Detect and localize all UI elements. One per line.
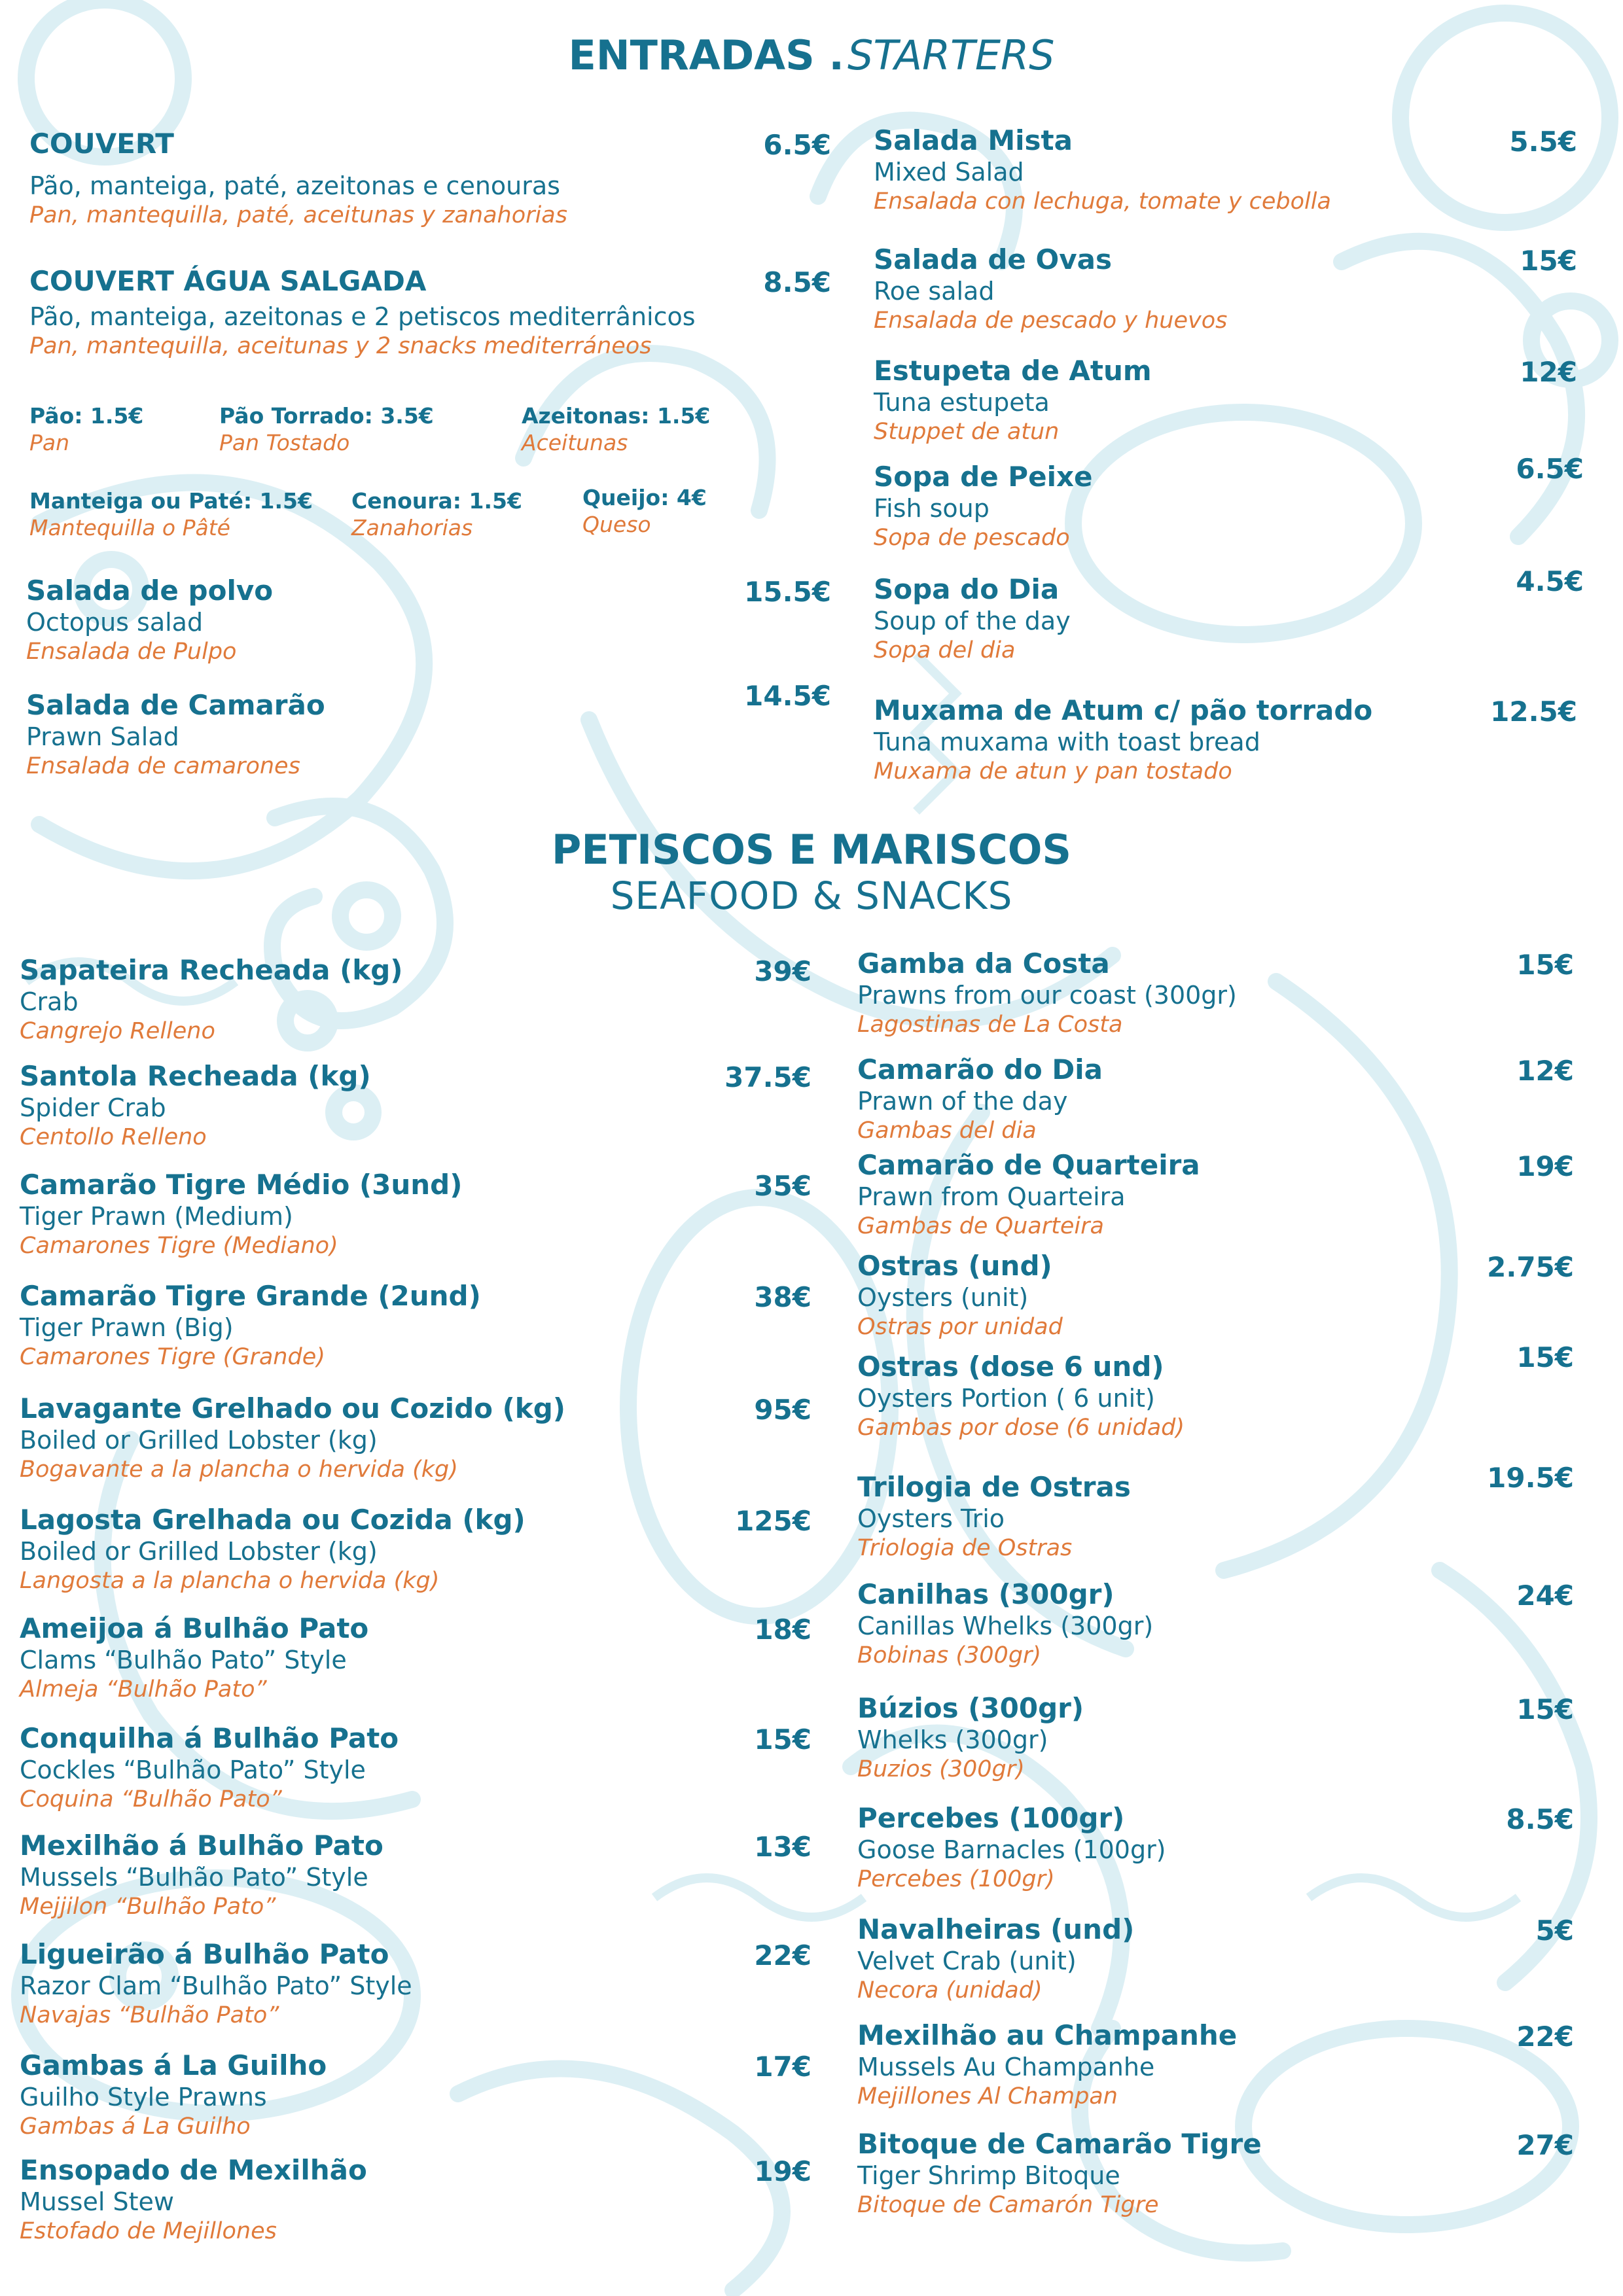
item-price: 12€ (1520, 356, 1577, 388)
item-description: Roe salad (874, 277, 995, 306)
item-description: Fish soup (874, 494, 990, 523)
seafood-title-en: SEAFOOD & SNACKS (610, 874, 1013, 918)
item-description-es: Cangrejo Relleno (20, 1018, 215, 1044)
item-description: Boiled or Grilled Lobster (kg) (20, 1426, 378, 1455)
item-description-es: Estofado de Mejillones (20, 2218, 277, 2244)
item-description-es: Gambas del dia (857, 1118, 1037, 1144)
menu-item (857, 1149, 1574, 1250)
menu-item (20, 954, 812, 1060)
starters-right (874, 124, 1584, 799)
item-description: Mussels Au Champanhe (857, 2053, 1155, 2081)
item-name: Salada Mista (874, 124, 1073, 156)
item-price: 27€ (1516, 2129, 1574, 2161)
item-price: 15€ (754, 1723, 812, 1756)
menu-item (857, 1250, 1574, 1351)
menu-item (20, 1722, 812, 1829)
item-name: Sapateira Recheada (kg) (20, 954, 403, 986)
item-price: 22€ (1516, 2021, 1574, 2053)
item-price: 35€ (754, 1170, 812, 1202)
item-price: 6.5€ (763, 129, 831, 161)
menu-item (26, 680, 831, 794)
item-description: Mussel Stew (20, 2187, 174, 2216)
menu-item (874, 355, 1577, 461)
item-description: Whelks (300gr) (857, 1725, 1048, 1754)
item-description: Tiger Shrimp Bitoque (857, 2161, 1120, 2190)
item-price: 15€ (1516, 1341, 1574, 1373)
item-price: 8.5€ (763, 266, 831, 298)
item-price: 5.5€ (1509, 126, 1577, 158)
item-name: Mexilhão au Champanhe (857, 2019, 1238, 2051)
item-description-es: Bobinas (300gr) (857, 1642, 1042, 1669)
item-name: Salada de polvo (26, 574, 274, 607)
item-description-es: Triologia de Ostras (857, 1535, 1073, 1561)
item-name: COUVERT ÁGUA SALGADA (29, 265, 427, 297)
item-description-es: Lagostinas de La Costa (857, 1012, 1123, 1038)
item-price: 12.5€ (1490, 696, 1577, 728)
menu-item (874, 694, 1577, 799)
menu-item (20, 1280, 812, 1392)
menu-item (29, 265, 831, 383)
item-description-es: Navajas “Bulhão Pato” (20, 2002, 279, 2028)
starters-heading (0, 31, 1623, 79)
menu-item (20, 2154, 812, 2259)
item-name: Gamba da Costa (857, 947, 1110, 980)
menu-item (20, 1169, 812, 1280)
seafood-title-pt: PETISCOS E MARISCOS (551, 826, 1072, 874)
menu-item (20, 1612, 812, 1722)
menu-item (20, 1392, 812, 1504)
extra-name-es: Queso (582, 512, 651, 537)
item-price: 22€ (754, 1939, 812, 1971)
item-name: Canilhas (300gr) (857, 1578, 1115, 1610)
menu-item (26, 574, 831, 689)
item-name: Salada de Camarão (26, 689, 325, 721)
menu-item (20, 1938, 812, 2049)
item-description: Prawn from Quarteira (857, 1182, 1126, 1211)
item-description: Tiger Prawn (Big) (20, 1313, 234, 1342)
item-description-es: Buzios (300gr) (857, 1756, 1025, 1782)
item-name: Camarão Tigre Grande (2und) (20, 1280, 481, 1312)
item-price: 15.5€ (744, 576, 831, 608)
item-price: 15€ (1516, 949, 1574, 981)
item-description: Pão, manteiga, paté, azeitonas e cenouras (29, 171, 560, 200)
item-description: Velvet Crab (unit) (857, 1947, 1077, 1975)
menu-item (857, 2019, 1574, 2128)
extra-name-es: Aceitunas (522, 430, 628, 455)
item-price: 2.75€ (1487, 1251, 1574, 1283)
item-price: 24€ (1516, 1580, 1574, 1612)
item-description-es: Ensalada de camarones (26, 753, 300, 779)
item-description-es: Coquina “Bulhão Pato” (20, 1786, 282, 1812)
extras-grid (29, 402, 815, 553)
item-price: 6.5€ (1516, 453, 1584, 485)
item-description: Guilho Style Prawns (20, 2083, 267, 2111)
item-price: 17€ (754, 2051, 812, 2083)
item-price: 12€ (1516, 1055, 1574, 1087)
item-description: Octopus salad (26, 608, 204, 637)
item-description: Tuna estupeta (874, 388, 1050, 417)
extra-name: Manteiga ou Paté: 1.5€ (29, 488, 313, 514)
starters-title-pt: ENTRADAS . (568, 31, 844, 79)
item-name: Lagosta Grelhada ou Cozida (kg) (20, 1504, 526, 1536)
item-description-es: Gambas á La Guilho (20, 2113, 251, 2140)
item-name: Trilogia de Ostras (857, 1471, 1131, 1503)
seafood-right (857, 947, 1574, 2233)
item-price: 5€ (1535, 1915, 1574, 1947)
item-description-es: Gambas de Quarteira (857, 1213, 1104, 1239)
menu-item (20, 1504, 812, 1612)
menu-item (20, 1829, 812, 1938)
item-description: Cockles “Bulhão Pato” Style (20, 1756, 366, 1784)
item-description-es: Camarones Tigre (Mediano) (20, 1233, 338, 1259)
item-description-es: Camarones Tigre (Grande) (20, 1344, 325, 1370)
item-price: 19€ (1516, 1150, 1574, 1182)
item-description-es: Ensalada con lechuga, tomate y cebolla (874, 188, 1331, 215)
item-description-es: Pan, mantequilla, aceitunas y 2 snacks mediterráneos (29, 333, 652, 359)
menu-item (874, 453, 1584, 573)
item-description: Mussels “Bulhão Pato” Style (20, 1863, 368, 1892)
item-description: Spider Crab (20, 1093, 166, 1122)
item-name: Camarão do Dia (857, 1053, 1103, 1086)
item-name: Camarão de Quarteira (857, 1149, 1200, 1181)
item-description: Boiled or Grilled Lobster (kg) (20, 1537, 378, 1566)
extra-item (219, 402, 434, 456)
item-price: 125€ (735, 1505, 812, 1537)
item-price: 13€ (754, 1831, 812, 1863)
item-name: Ensopado de Mexilhão (20, 2154, 367, 2186)
extra-item (522, 402, 710, 456)
item-name: Sopa de Peixe (874, 461, 1093, 493)
item-description-es: Ensalada de pescado y huevos (874, 308, 1228, 334)
starters-left-bottom (26, 574, 831, 794)
item-description-es: Ensalada de Pulpo (26, 639, 237, 665)
item-price: 14.5€ (744, 680, 831, 712)
extra-name: Pão: 1.5€ (29, 403, 144, 429)
menu-item (857, 1053, 1574, 1149)
starters-title-en: STARTERS (847, 31, 1055, 79)
menu-item (857, 1462, 1574, 1578)
menu-item (857, 1578, 1574, 1692)
item-description: Clams “Bulhão Pato” Style (20, 1646, 347, 1674)
item-price: 18€ (754, 1614, 812, 1646)
extra-name: Cenoura: 1.5€ (351, 488, 522, 514)
item-name: Estupeta de Atum (874, 355, 1152, 387)
menu-item (857, 1802, 1574, 1913)
item-description: Razor Clam “Bulhão Pato” Style (20, 1971, 412, 2000)
item-price: 15€ (1520, 245, 1577, 277)
seafood-heading (0, 826, 1623, 918)
starters-left-top (29, 128, 831, 383)
item-description-es: Necora (unidad) (857, 1977, 1043, 2004)
item-name: Santola Recheada (kg) (20, 1060, 371, 1092)
extra-name-es: Pan (29, 430, 70, 455)
item-description: Goose Barnacles (100gr) (857, 1835, 1166, 1864)
item-description: Mixed Salad (874, 158, 1024, 186)
extra-item (351, 487, 522, 541)
menu-item (857, 2128, 1574, 2233)
menu-item (29, 128, 831, 265)
menu-item (874, 243, 1577, 355)
menu-item (857, 947, 1574, 1053)
item-name: Ligueirão á Bulhão Pato (20, 1938, 389, 1970)
item-name: Mexilhão á Bulhão Pato (20, 1829, 383, 1862)
item-description-es: Sopa de pescado (874, 525, 1070, 551)
item-description-es: Bitoque de Camarón Tigre (857, 2192, 1159, 2218)
extra-item (582, 484, 707, 538)
item-description-es: Mejjilon “Bulhão Pato” (20, 1894, 276, 1920)
item-description: Prawn Salad (26, 722, 179, 751)
item-description-es: Stuppet de atun (874, 419, 1060, 445)
item-description: Prawn of the day (857, 1087, 1068, 1116)
item-description: Oysters (unit) (857, 1283, 1029, 1312)
menu-item (857, 1913, 1574, 2019)
item-price: 38€ (754, 1281, 812, 1313)
item-description-es: Sopa del dia (874, 637, 1016, 663)
item-price: 4.5€ (1516, 565, 1584, 597)
extra-name: Queijo: 4€ (582, 485, 707, 510)
item-description-es: Gambas por dose (6 unidad) (857, 1415, 1185, 1441)
extra-item (29, 487, 313, 541)
item-description: Soup of the day (874, 607, 1071, 635)
item-name: Ostras (dose 6 und) (857, 1351, 1164, 1383)
extra-name: Azeitonas: 1.5€ (522, 403, 711, 429)
item-description: Prawns from our coast (300gr) (857, 981, 1237, 1010)
item-name: Ameijoa á Bulhão Pato (20, 1612, 369, 1644)
menu-item (20, 2049, 812, 2154)
extra-name-es: Mantequilla o Pâté (29, 515, 230, 540)
item-description: Oysters Trio (857, 1504, 1005, 1533)
extra-item (29, 402, 143, 456)
extra-name-es: Zanahorias (351, 515, 473, 540)
item-name: Percebes (100gr) (857, 1802, 1125, 1834)
item-name: Salada de Ovas (874, 243, 1112, 275)
item-description: Tuna muxama with toast bread (874, 728, 1260, 756)
item-description-es: Almeja “Bulhão Pato” (20, 1676, 267, 1703)
item-name: Bitoque de Camarão Tigre (857, 2128, 1262, 2160)
item-description-es: Centollo Relleno (20, 1124, 207, 1150)
item-name: Conquilha á Bulhão Pato (20, 1722, 399, 1754)
item-price: 95€ (754, 1394, 812, 1426)
item-description-es: Pan, mantequilla, paté, aceitunas y zanahorias (29, 202, 567, 228)
item-description-es: Bogavante a la plancha o hervida (kg) (20, 1457, 458, 1483)
item-description-es: Mejillones Al Champan (857, 2083, 1118, 2110)
item-description-es: Muxama de atun y pan tostado (874, 758, 1232, 785)
item-name: Sopa do Dia (874, 573, 1060, 605)
extra-name-es: Pan Tostado (219, 430, 350, 455)
item-description-es: Ostras por unidad (857, 1314, 1063, 1340)
menu-item (857, 1341, 1574, 1471)
item-description: Pão, manteiga, azeitonas e 2 petiscos mediterrânicos (29, 302, 696, 331)
item-name: Gambas á La Guilho (20, 2049, 327, 2081)
item-description: Canillas Whelks (300gr) (857, 1612, 1154, 1640)
item-name: Camarão Tigre Médio (3und) (20, 1169, 463, 1201)
item-price: 39€ (754, 955, 812, 987)
menu-item (874, 565, 1584, 694)
item-description: Tiger Prawn (Medium) (20, 1202, 293, 1231)
menu-item (857, 1692, 1574, 1802)
menu-item (20, 1060, 812, 1169)
menu-item (874, 124, 1577, 243)
item-description: Crab (20, 987, 79, 1016)
item-price: 8.5€ (1506, 1803, 1574, 1835)
item-price: 19.5€ (1487, 1462, 1574, 1494)
item-description-es: Langosta a la plancha o hervida (kg) (20, 1568, 440, 1594)
item-price: 19€ (754, 2155, 812, 2187)
item-name: Lavagante Grelhado ou Cozido (kg) (20, 1392, 565, 1424)
item-description: Oysters Portion ( 6 unit) (857, 1384, 1155, 1413)
seafood-left (20, 954, 812, 2259)
item-description-es: Percebes (100gr) (857, 1866, 1055, 1892)
item-name: COUVERT (29, 128, 174, 160)
item-name: Navalheiras (und) (857, 1913, 1135, 1945)
item-name: Búzios (300gr) (857, 1692, 1084, 1724)
item-price: 37.5€ (724, 1061, 812, 1093)
item-price: 15€ (1516, 1693, 1574, 1725)
extra-name: Pão Torrado: 3.5€ (219, 403, 434, 429)
item-name: Muxama de Atum c/ pão torrado (874, 694, 1373, 726)
item-name: Ostras (und) (857, 1250, 1052, 1282)
